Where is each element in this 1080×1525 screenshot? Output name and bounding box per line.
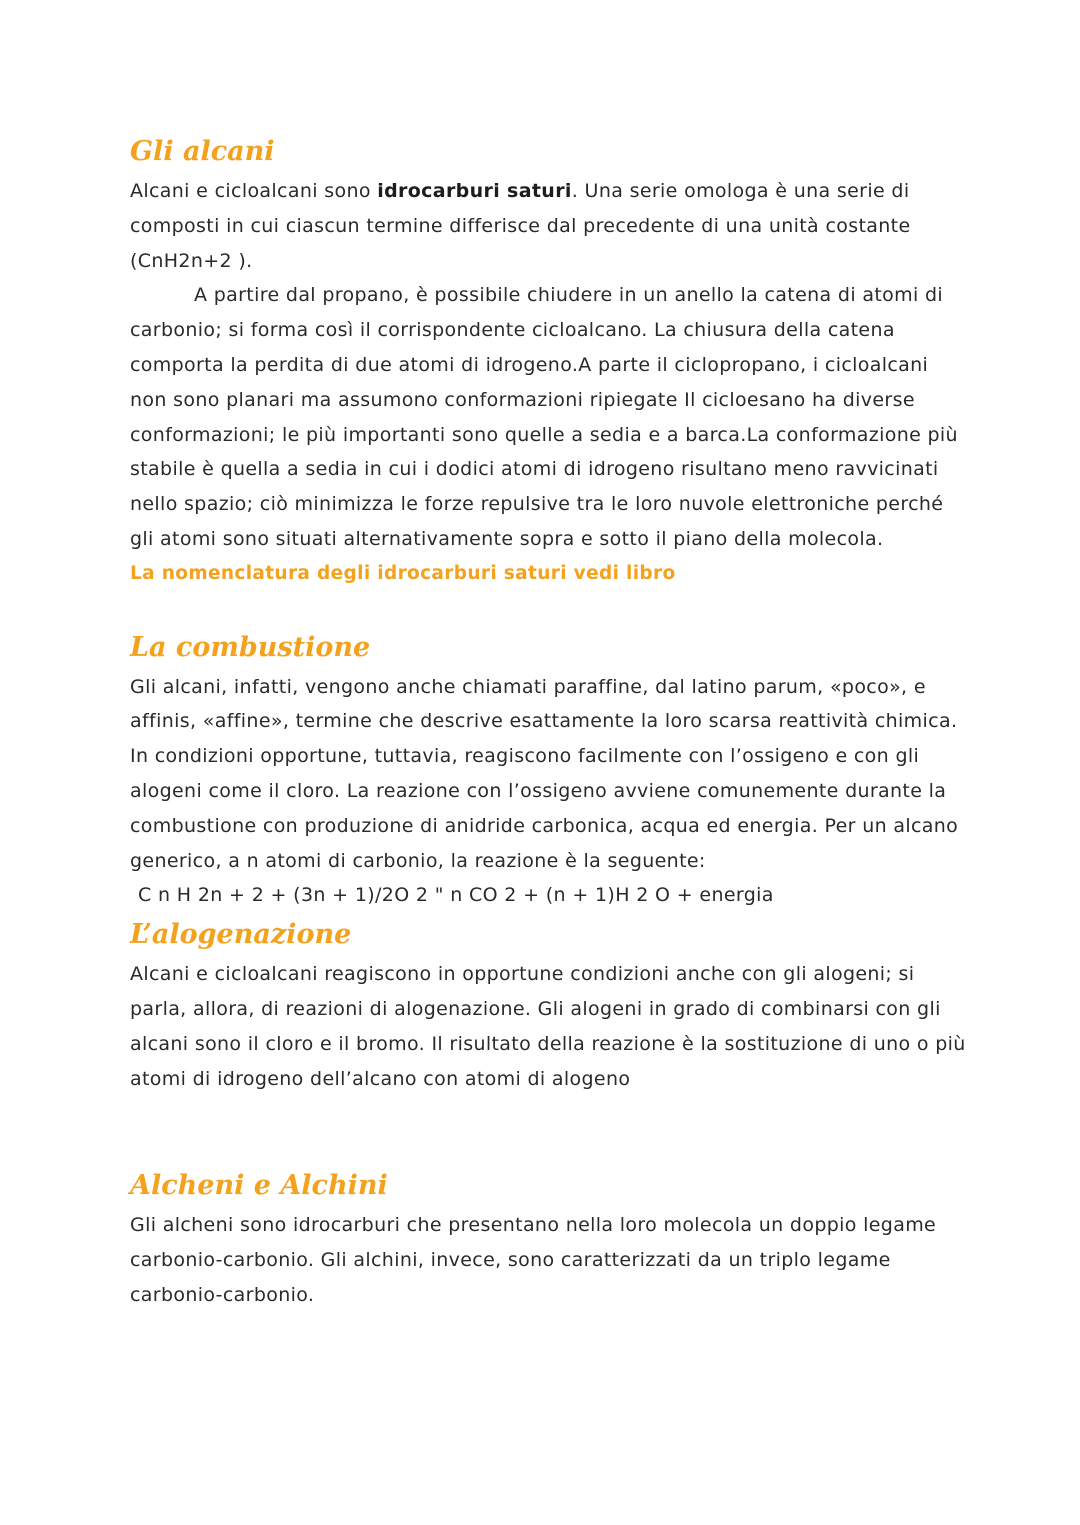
paragraph-alcheni: Gli alcheni sono idrocarburi che presentano nella loro molecola un doppio legame carbonio-carbonio. Gli alchini, invece, sono caratterizzati da un triplo legame carbonio-carbonio. [130, 1214, 937, 1306]
paragraph-alogenazione: Alcani e cicloalcani reagiscono in opportune condizioni anche con gli alogeni; si parla, allora, di reazioni di alogenazione. Gli alogeni in grado di combinarsi con gli alcani sono il cloro e il bromo. Il risultato della reazione è la sostituzione di uno o più atomi di idrogeno dell’alcano con atomi di alogeno [130, 963, 966, 1090]
nomenclature-note: La nomenclatura degli idrocarburi saturi vedi libro [130, 562, 676, 584]
spacer [130, 592, 970, 626]
combustion-formula: C n H 2n + 2 + (3n + 1)/2O 2 " n CO 2 + (n + 1)H 2 O + energia [138, 884, 774, 907]
bold-term: idrocarburi saturi [377, 180, 572, 202]
document-page [130, 130, 970, 1313]
text-span: Alcani e cicloalcani sono [130, 180, 378, 202]
paragraph-combustione: Gli alcani, infatti, vengono anche chiamati paraffine, dal latino parum, «poco», e affinis, «affine», termine che descrive esattamente la loro scarsa reattività chimica. In condizioni opportune, tuttavia, reagiscono facilmente con l’ossigeno e con gli alogeni come il cloro. La reazione con l’ossigeno avviene comunemente durante la combustione con produzione di anidride carbonica, acqua ed energia. Per un alcano generico, a n atomi di carbonio, la reazione è la seguente: [130, 675, 959, 872]
text-span: . Una serie omologa è una serie di composti in cui ciascun termine differisce dal precedente di una unità costante (CnH2n+2 ). [130, 180, 911, 272]
heading-alcani: Gli alcani [130, 136, 275, 167]
heading-alcheni-alchini: Alcheni e Alchini [130, 1170, 388, 1202]
heading-combustione: La combustione [130, 631, 371, 663]
spacer [130, 1096, 970, 1164]
paragraph-alcani-intro [130, 174, 970, 278]
paragraph-cicloalcani: A partire dal propano, è possibile chiudere in un anello la catena di atomi di carbonio; si forma così il corrispondente cicloalcano. La chiusura della catena comporta la perdita di due atomi di idrogeno.A parte il ciclopropano, i cicloalcani non sono planari ma assumono conformazioni ripiegate Il cicloesano ha diverse conformazioni; le più importanti sono quelle a sedia e a barca.La conformazione più stabile è quella a sedia in cui i dodici atomi di idrogeno risultano meno ravvicinati nello spazio; ciò minimizza le forze repulsive tra le loro nuvole elettroniche perché gli atomi sono situati alternativamente sopra e sotto il piano della molecola. [130, 284, 958, 550]
heading-alogenazione: L’alogenazione [130, 919, 352, 951]
